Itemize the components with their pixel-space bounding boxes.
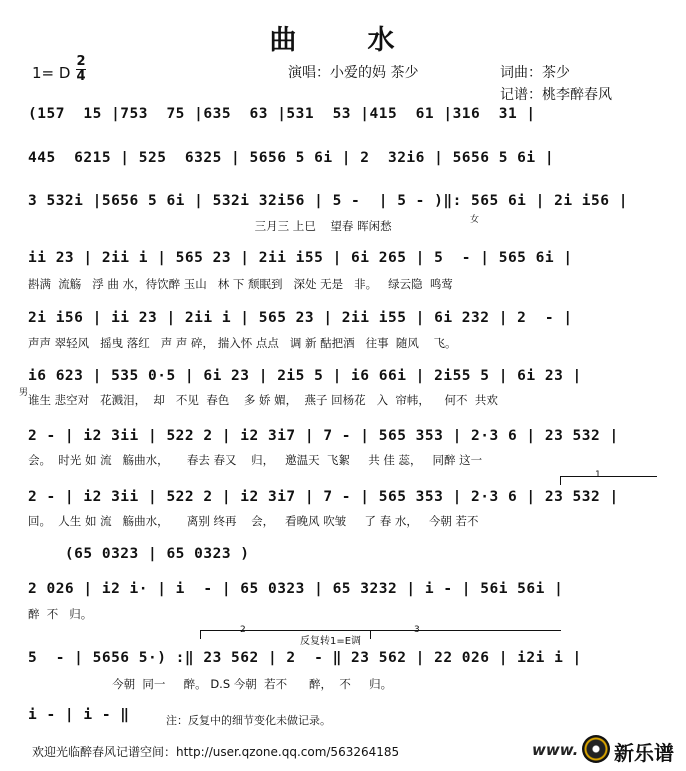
volta-1-label: 1 <box>595 470 601 480</box>
volta-3-label: 3 <box>414 625 420 635</box>
record-disc-icon <box>582 735 610 763</box>
footnote: 注：反复中的细节变化未做记录。 <box>166 714 331 727</box>
score-row-6: i6 623 | 535 0·5 | 6i 23 | 2i5 5 | i6 66i | 2i55 5 | 6i 23 | <box>28 368 582 384</box>
singer-credit: 演唱：小爱的妈 茶少 <box>288 65 419 81</box>
female-mark: 女 <box>470 215 480 225</box>
score-row-1: (157 15 |753 75 |635 63 |531 53 |415 61 |316 31 | <box>28 106 536 122</box>
logo-www: www. <box>532 741 579 759</box>
logo-name: 新乐谱 <box>614 741 674 765</box>
time-signature-top: 2 <box>76 54 86 69</box>
repeat-key-change: 反复转1=E调 <box>300 636 362 647</box>
recorder-credit: 记谱：桃李醉春风 <box>500 87 612 103</box>
score-row-8: 2 - | i2 3ii | 522 2 | i2 3i7 | 7 - | 565 353 | 2·3 6 | 23 532 | <box>28 489 619 505</box>
score-row-2: 445 6215 | 525 6325 | 5656 5 6i | 2 32i6 | 5656 5 6i | <box>28 150 555 166</box>
lyric-row-10: 醉 不 归。 <box>28 607 93 621</box>
volta-2-label: 2 <box>240 625 246 635</box>
lyricist-credit: 词曲：茶少 <box>500 65 570 81</box>
score-row-10: 2 026 | i2 i· | i - | 65 0323 | 65 3232 | i - | 56i 56i | <box>28 581 564 597</box>
lyric-row-7: 会。 时光 如 流 觞曲水， 春去 春又 归， 邀温天 飞絮 共 佳 蕊， 同醉 这一 <box>28 453 483 467</box>
score-row-12: i - | i - ‖ <box>28 707 130 723</box>
key-signature: 1= D <box>32 64 71 82</box>
volta-1-bracket <box>560 476 657 485</box>
time-signature-bottom: 4 <box>76 69 86 84</box>
score-row-11: 5 - | 5656 5·) :‖ 23 562 | 2 - ‖ 23 562 | 22 026 | i2i i | <box>28 650 582 666</box>
footer-text: 欢迎光临醉春风记谱空间：http://user.qzone.qq.com/563264185 <box>32 745 400 759</box>
lyric-row-3: 三月三 上巳 望春 晖闲愁 <box>28 219 392 233</box>
score-row-5: 2i i56 | ii 23 | 2ii i | 565 23 | 2ii i55 | 6i 232 | 2 - | <box>28 310 573 326</box>
score-row-9: (65 0323 | 65 0323 ) <box>28 546 250 562</box>
lyric-row-4: 斟满 流觞 浮 曲 水，待饮醉 玉山 林 下 颓眠到 深处 无是 非。 绿云隐 鸣莺 <box>28 277 453 291</box>
time-signature <box>76 56 86 83</box>
volta-3-bracket <box>370 630 561 639</box>
song-title: 曲 水 <box>269 25 417 56</box>
male-mark: 男 <box>19 388 29 398</box>
site-logo <box>532 733 672 767</box>
score-row-3: 3 532i |5656 5 6i | 532i 32i56 | 5 - | 5 - )‖: 565 6i | 2i i56 | <box>28 193 628 209</box>
score-row-4: ii 23 | 2ii i | 565 23 | 2ii i55 | 6i 265 | 5 - | 565 6i | <box>28 250 573 266</box>
lyric-row-5: 声声 翠轻风 摇曳 落红 声 声 碎， 揣入怀 点点 调 新 酤把酒 往事 随风 飞。 <box>28 336 457 350</box>
lyric-row-6: 谁生 悲空对 花溅泪， 却 不见 春色 多 娇 媚， 燕子 回杨花 入 帘帏， 何不 共欢 <box>28 393 498 407</box>
score-row-7: 2 - | i2 3ii | 522 2 | i2 3i7 | 7 - | 565 353 | 2·3 6 | 23 532 | <box>28 428 619 444</box>
lyric-row-8: 回。 人生 如 流 觞曲水， 离别 终再 会， 看晚风 吹皱 了 春 水， 今朝 若不 <box>28 514 479 528</box>
lyric-row-11: 今朝 同一 醉。 D.S 今朝 若不 醉， 不 归。 <box>28 677 393 691</box>
